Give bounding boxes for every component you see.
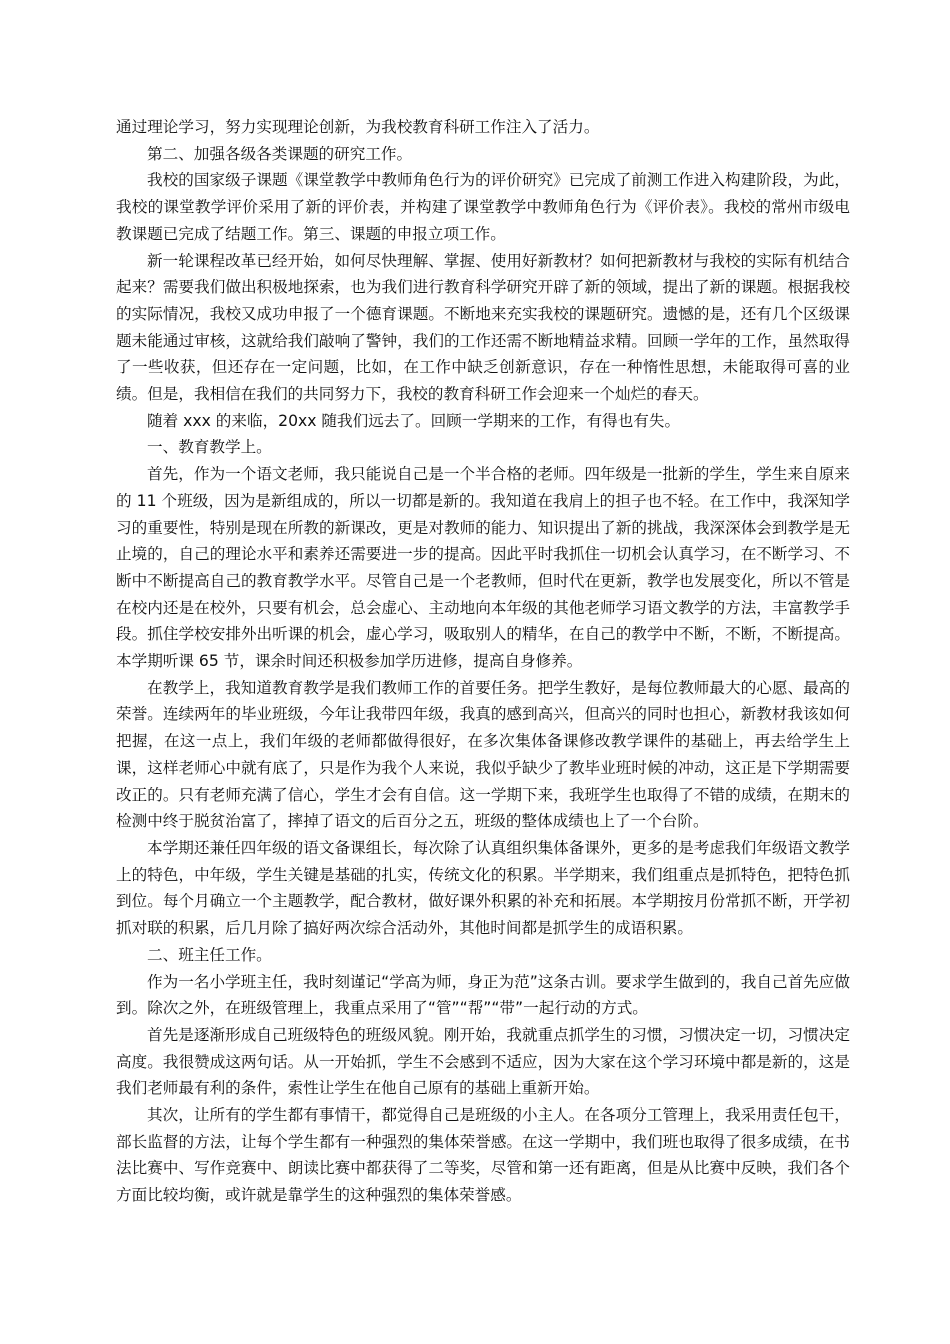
paragraph: 作为一名小学班主任，我时刻谨记“学高为师，身正为范”这条古训。要求学生做到的，我自己首先应做到。除次之外，在班级管理上，我重点采用了“管”“帮”“带”一起行动的方式。: [116, 972, 850, 1018]
section-heading-research-topics: 第二、加强各级各类课题的研究工作。: [147, 144, 413, 163]
paragraph: 本学期还兼任四年级的语文备课组长，每次除了认真组织集体备课外，更多的是考虑我们年级语文教学上的特色，中年级，学生关键是基础的扎实，传统文化的积累。半学期来，我们组重点是抓特色，把特色抓到位。每个月确立一个主题教学，配合教材，做好课外积累的补充和拓展。本学期按月份常抓不断，开学初抓对联的积累，后几月除了搞好两次综合活动外，其他时间都是抓学生的成语积累。: [116, 838, 850, 938]
paragraph: 我校的国家级子课题《课堂教学中教师角色行为的评价研究》已完成了前测工作进入构建阶段，为此，我校的课堂教学评价采用了新的评价表，并构建了课堂教学中教师角色行为《评价表》。我校的常州市级电教课题已完成了结题工作。第三、课题的申报立项工作。: [116, 171, 850, 243]
paragraph: 新一轮课程改革已经开始，如何尽快理解、掌握、使用好新教材？如何把新教材与我校的实际有机结合起来？需要我们做出积极地探索，也为我们进行教育科学研究开辟了新的领域，提出了新的课题。根据我校的实际情况，我校又成功申报了一个德育课题。不断地来充实我校的课题研究。遗憾的是，还有几个区级课题未能通过审核，这就给我们敲响了警钟，我们的工作还需不断地精益求精。回顾一学年的工作，虽然取得了一些收获，但还存在一定问题，比如，在工作中缺乏创新意识，存在一种惰性思想，未能取得可喜的业绩。但是，我相信在我们的共同努力下，我校的教育科研工作会迎来一个灿烂的春天。: [116, 251, 850, 404]
section-heading-teaching: 一、教育教学上。: [147, 438, 272, 457]
document-body: [116, 114, 850, 1209]
paragraph: 首先是逐渐形成自己班级特色的班级风貌。刚开始，我就重点抓学生的习惯，习惯决定一切，习惯决定高度。我很赞成这两句话。从一开始抓，学生不会感到不适应，因为大家在这个学习环境中都是新的，这是我们老师最有利的条件，索性让学生在他自己原有的基础上重新开始。: [116, 1025, 850, 1098]
paragraph: 首先，作为一个语文老师，我只能说自己是一个半合格的老师。四年级是一批新的学生，学生来自原来的 11 个班级，因为是新组成的，所以一切都是新的。我知道在我肩上的担子也不轻。在工作中，我深知学习的重要性，特别是现在所教的新课改，更是对教师的能力、知识提出了新的挑战，我深深体会到教学是无止境的，自己的理论水平和素养还需要进一步的提高。因此平时我抓住一切机会认真学习，在不断学习、不断中不断提高自己的教育教学水平。尽管自己是一个老教师，但时代在更新，教学也发展变化，所以不管是在校内还是在校外，只要有机会，总会虚心、主动地向本年级的其他老师学习语文教学的方法，丰富教学手段。抓住学校安排外出听课的机会，虚心学习，吸取别人的精华，在自己的教学中不断，不断，不断提高。本学期听课 65 节，课余时间还积极参加学历进修，提高自身修养。: [116, 465, 850, 671]
paragraph: 其次，让所有的学生都有事情干，都觉得自己是班级的小主人。在各项分工管理上，我采用责任包干，部长监督的方法，让每个学生都有一种强烈的集体荣誉感。在这一学期中，我们班也取得了很多成绩，在书法比赛中、写作竞赛中、朗读比赛中都获得了二等奖，尽管和第一还有距离，但是从比赛中反映，我们各个方面比较均衡，或许就是靠学生的这种强烈的集体荣誉感。: [116, 1106, 850, 1205]
paragraph: 随着 xxx 的来临，20xx 随我们远去了。回顾一学期来的工作，有得也有失。: [147, 411, 681, 430]
section-heading-class-teacher: 二、班主任工作。: [147, 945, 272, 964]
paragraph: 在教学上，我知道教育教学是我们教师工作的首要任务。把学生教好，是每位教师最大的心愿、最高的荣誉。连续两年的毕业班级，今年让我带四年级，我真的感到高兴，但高兴的同时也担心，新教材我该如何把握，在这一点上，我们年级的老师都做得很好，在多次集体备课修改教学课件的基础上，再去给学生上课，这样老师心中就有底了，只是作为我个人来说，我似乎缺少了教毕业班时候的冲动，这正是下学期需要改正的。只有老师充满了信心，学生才会有自信。这一学期下来，我班学生也取得了不错的成绩，在期末的检测中终于脱贫治富了，摔掉了语文的后百分之五，班级的整体成绩也上了一个台阶。: [116, 678, 850, 831]
paragraph-continuation: 通过理论学习，努力实现理论创新，为我校教育科研工作注入了活力。: [116, 118, 600, 136]
